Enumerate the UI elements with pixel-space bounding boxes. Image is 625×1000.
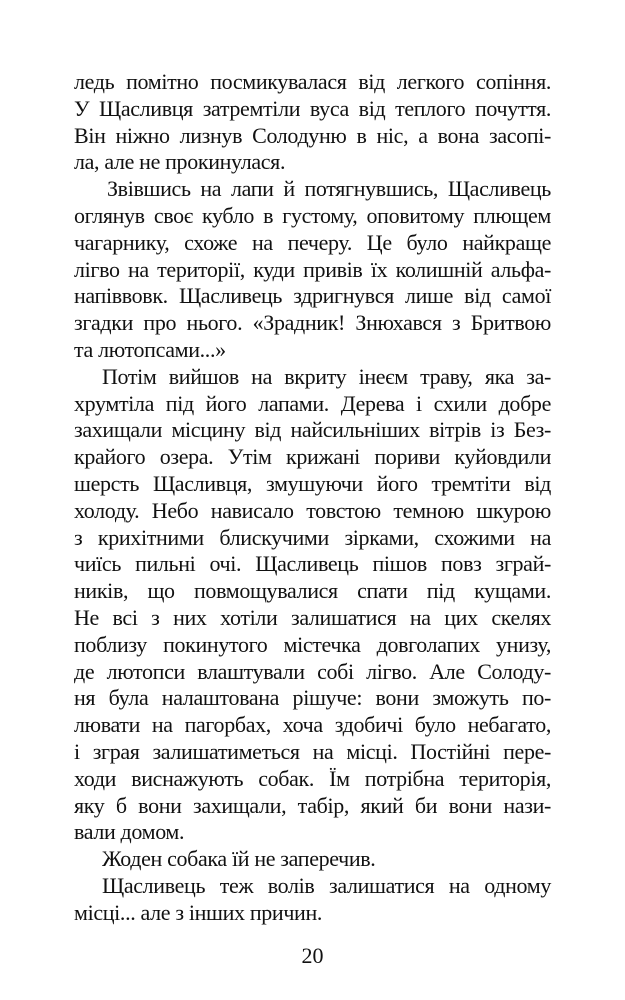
text-line: Потім вийшов на вкриту інеєм траву, яка за- [102,363,551,389]
text-line: хрумтіла під його лапами. Дерева і схили добре [74,390,551,416]
text-line: та лютопсами...» [74,336,226,362]
text-line: ледь помітно посмикувалася від легкого сопіння. [74,69,551,94]
text-line: Щасливець теж волів залишатися на одному [102,872,551,898]
text-line: напіввовк. Щасливець здригнувся лише від самої [74,283,551,309]
paragraph-5 [74,873,551,927]
text-line: вали домом. [74,819,185,845]
text-line: ня була налаштована рішуче: вони зможуть по- [74,685,551,711]
book-page-text [74,69,551,927]
text-line: крайого озера. Утім крижані пориви куйовдили [74,444,551,470]
text-line: захищали місцину від найсильніших вітрів із Без- [74,417,551,443]
text-line: У Щасливця затремтіли вуса від теплого почуття. [74,95,551,121]
text-line: ходи виснажують собак. Їм потрібна територія, [74,765,551,791]
text-line: ників, що повмощувалися спати під кущами. [74,578,551,604]
paragraph-3 [74,364,551,846]
text-line: Звівшись на лапи й потягнувшись, Щасливець [107,176,551,202]
text-line: з крихітними блискучими зірками, схожими на [74,524,551,550]
text-line: чагарнику, схоже на печеру. Це було найкраще [74,229,551,255]
paragraph-1 [74,69,551,176]
text-line: Не всі з них хотіли залишатися на цих скелях [74,604,551,630]
text-line: і зграя залишатиметься на місці. Постійні пере- [74,738,551,764]
text-line: холоду. Небо нависало товстою темною шкурою [74,497,551,523]
paragraph-4 [74,846,551,873]
text-line: Він ніжно лизнув Солодуню в ніс, а вона засопі- [74,122,551,148]
paragraph-2 [74,176,551,364]
text-line: ла, але не прокинулася. [74,149,286,175]
text-line: лігво на території, куди привів їх колишній альфа- [74,256,551,282]
text-line: поблизу покинутого містечка довголапих унизу, [74,631,551,657]
text-line: лювати на пагорбах, хоча здобичі було небагато, [74,712,551,738]
text-line: оглянув своє кубло в густому, оповитому плющем [74,202,551,228]
text-line: місці... але з інших причин. [74,899,323,925]
text-line: шерсть Щасливця, змушуючи його тремтіти від [74,470,551,496]
text-line: чиїсь пильні очі. Щасливець пішов повз зграй- [74,551,551,577]
text-line: згадки про нього. «Зрадник! Знюхався з Бритвою [74,310,551,336]
page-number: 20 [301,943,324,968]
text-line: яку б вони захищали, табір, який би вони нази- [74,792,551,818]
text-line: де лютопси влаштували собі лігво. Але Солоду- [74,658,551,684]
text-line: Жоден собака їй не заперечив. [102,846,376,872]
